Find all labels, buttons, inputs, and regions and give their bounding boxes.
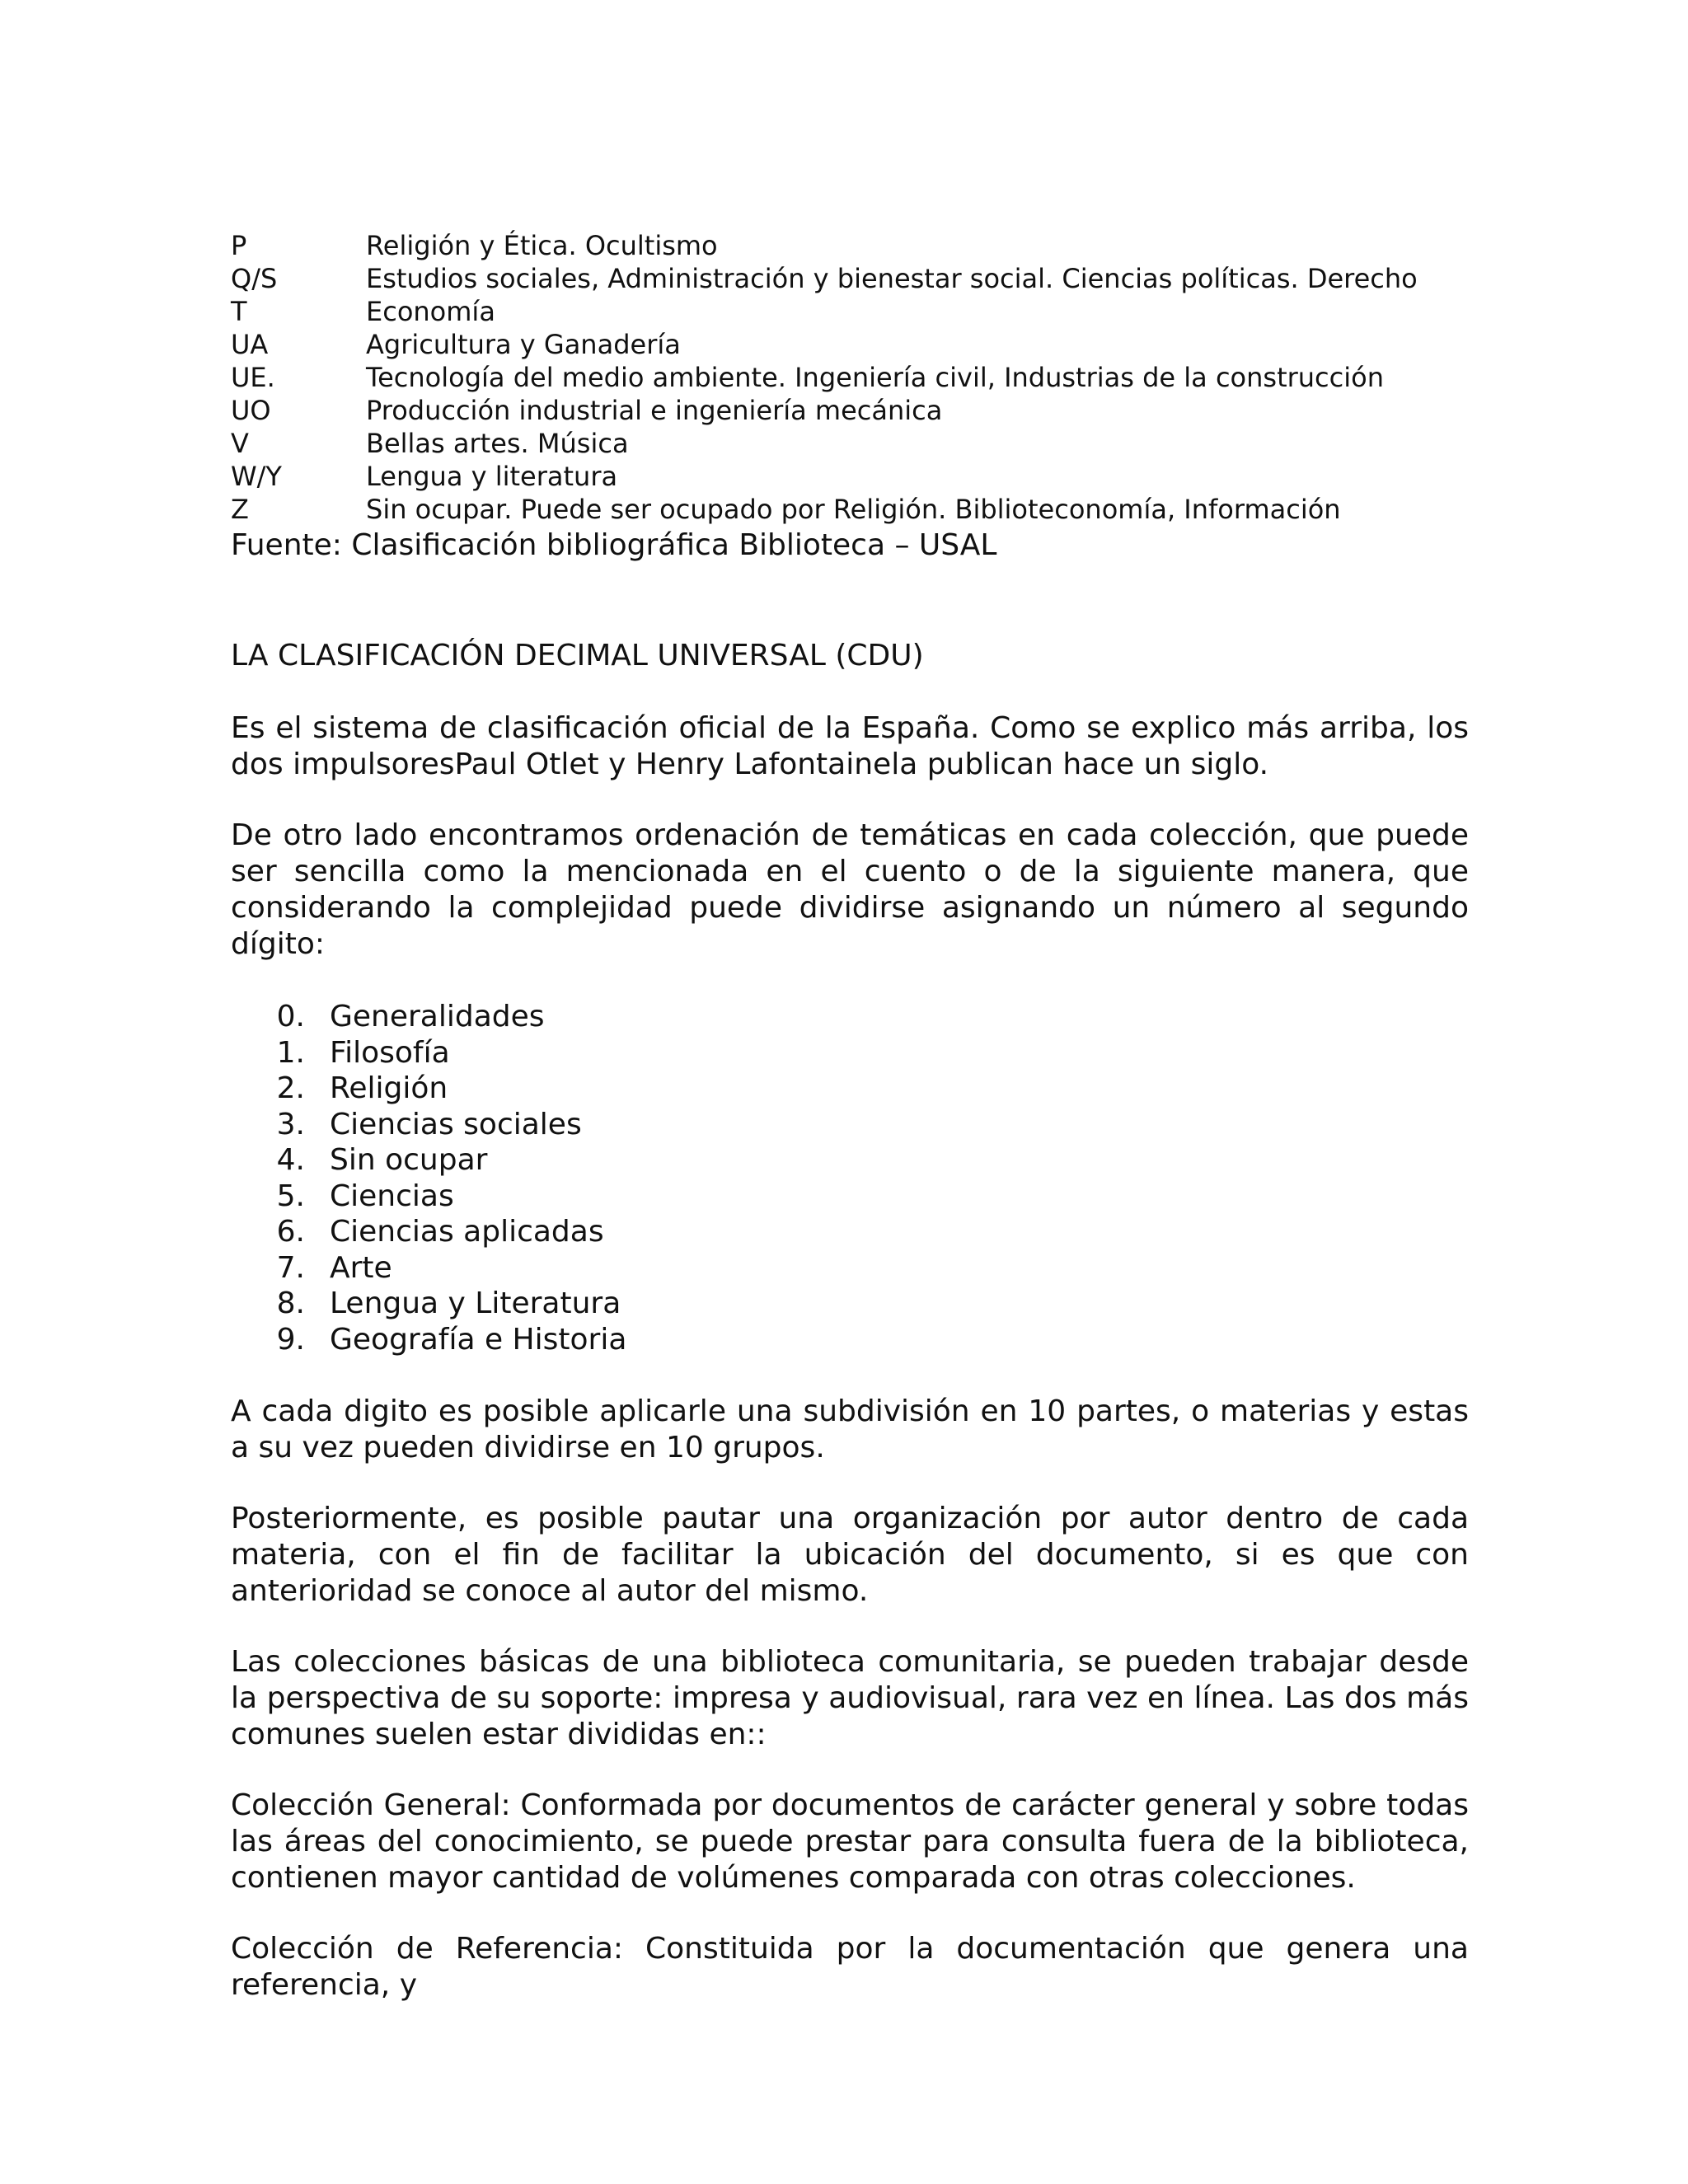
list-item [231,999,1469,1035]
list-item [231,1035,1469,1071]
list-item-label: Arte [330,1250,392,1285]
list-item [231,1286,1469,1322]
list-item [231,1179,1469,1215]
list-item-label: Sin ocupar [330,1143,488,1177]
classification-row [231,460,1469,493]
paragraph: Es el sistema de clasificación oficial de la España. Como se explico más arriba, los dos impulsoresPaul Otlet y Henry Lafontainela publican hace un siglo. [231,711,1469,781]
list-item-label: Ciencias sociales [330,1107,582,1141]
classification-description: Producción industrial e ingeniería mecánica [366,395,943,426]
classification-row [231,427,1469,460]
digit-list [231,999,1469,1357]
classification-code: P [231,230,247,261]
classification-code: UA [231,329,269,360]
list-item-label: Ciencias aplicadas [330,1215,604,1249]
classification-code: V [231,428,249,459]
classification-code: Z [231,494,249,525]
classification-row [231,394,1469,427]
classification-description: Tecnología del medio ambiente. Ingeniería civil, Industrias de la construcción [366,362,1384,393]
list-item-label: Lengua y Literatura [330,1286,621,1320]
list-item [231,1250,1469,1286]
list-item-number: 8. [276,1286,305,1320]
classification-code: UE. [231,362,275,393]
classification-row [231,295,1469,328]
classification-row [231,361,1469,394]
classification-description: Sin ocupar. Puede ser ocupado por Religión. Biblioteconomía, Información [366,494,1341,525]
list-item-number: 7. [276,1250,305,1285]
paragraph: Las colecciones básicas de una biblioteca comunitaria, se pueden trabajar desde la perspectiva de su soporte: impresa y audiovisual, rara vez en línea. Las dos más comunes suelen estar divididas en:: [231,1645,1469,1751]
paragraph: De otro lado encontramos ordenación de temáticas en cada colección, que puede ser sencilla como la mencionada en el cuento o de la siguiente manera, que considerando la complejidad puede dividirse asignando un número al segundo dígito: [231,818,1469,961]
paragraph: Colección General: Conformada por documentos de carácter general y sobre todas las áreas del conocimiento, se puede prestar para consulta fuera de la biblioteca, contienen mayor cantidad de volúmenes comparada con otras colecciones. [231,1788,1469,1895]
classification-table [231,229,1469,526]
classification-code: W/Y [231,461,282,492]
classification-row [231,262,1469,295]
list-item-number: 3. [276,1107,305,1141]
classification-row [231,493,1469,526]
paragraph: Colección de Referencia: Constituida por la documentación que genera una referencia, y [231,1932,1469,2002]
list-item-number: 4. [276,1143,305,1177]
classification-description: Economía [366,296,495,327]
classification-description: Agricultura y Ganadería [366,329,681,360]
classification-code: UO [231,395,271,426]
list-item [231,1107,1469,1143]
list-item [231,1071,1469,1107]
source-citation: Fuente: Clasificación bibliográfica Biblioteca – USAL [231,528,997,562]
list-item [231,1214,1469,1250]
list-item-label: Religión [330,1071,448,1105]
paragraph: A cada digito es posible aplicarle una subdivisión en 10 partes, o materias y estas a su vez pueden dividirse en 10 grupos. [231,1394,1469,1465]
classification-row [231,229,1469,262]
list-item-number: 2. [276,1071,305,1105]
classification-code: Q/S [231,263,278,294]
classification-row [231,328,1469,361]
classification-description: Estudios sociales, Administración y bienestar social. Ciencias políticas. Derecho [366,263,1418,294]
list-item-label: Filosofía [330,1035,450,1070]
list-item-number: 0. [276,1000,305,1033]
document-page [231,229,1469,2004]
classification-description: Religión y Ética. Ocultismo [366,230,718,261]
list-item [231,1142,1469,1179]
list-item-label: Generalidades [330,1000,545,1033]
list-item-number: 9. [276,1322,305,1357]
paragraph: Posteriormente, es posible pautar una organización por autor dentro de cada materia, con el fin de facilitar la ubicación del documento, si es que con anterioridad se conoce al autor del mismo. [231,1502,1469,1608]
list-item-number: 6. [276,1215,305,1249]
list-item [231,1322,1469,1358]
classification-description: Lengua y literatura [366,461,618,492]
list-item-number: 5. [276,1179,305,1213]
list-item-label: Ciencias [330,1179,454,1213]
list-item-label: Geografía e Historia [330,1322,627,1357]
classification-description: Bellas artes. Música [366,428,629,459]
classification-code: T [231,296,247,327]
list-item-number: 1. [276,1035,305,1070]
section-heading: LA CLASIFICACIÓN DECIMAL UNIVERSAL (CDU) [231,639,924,673]
